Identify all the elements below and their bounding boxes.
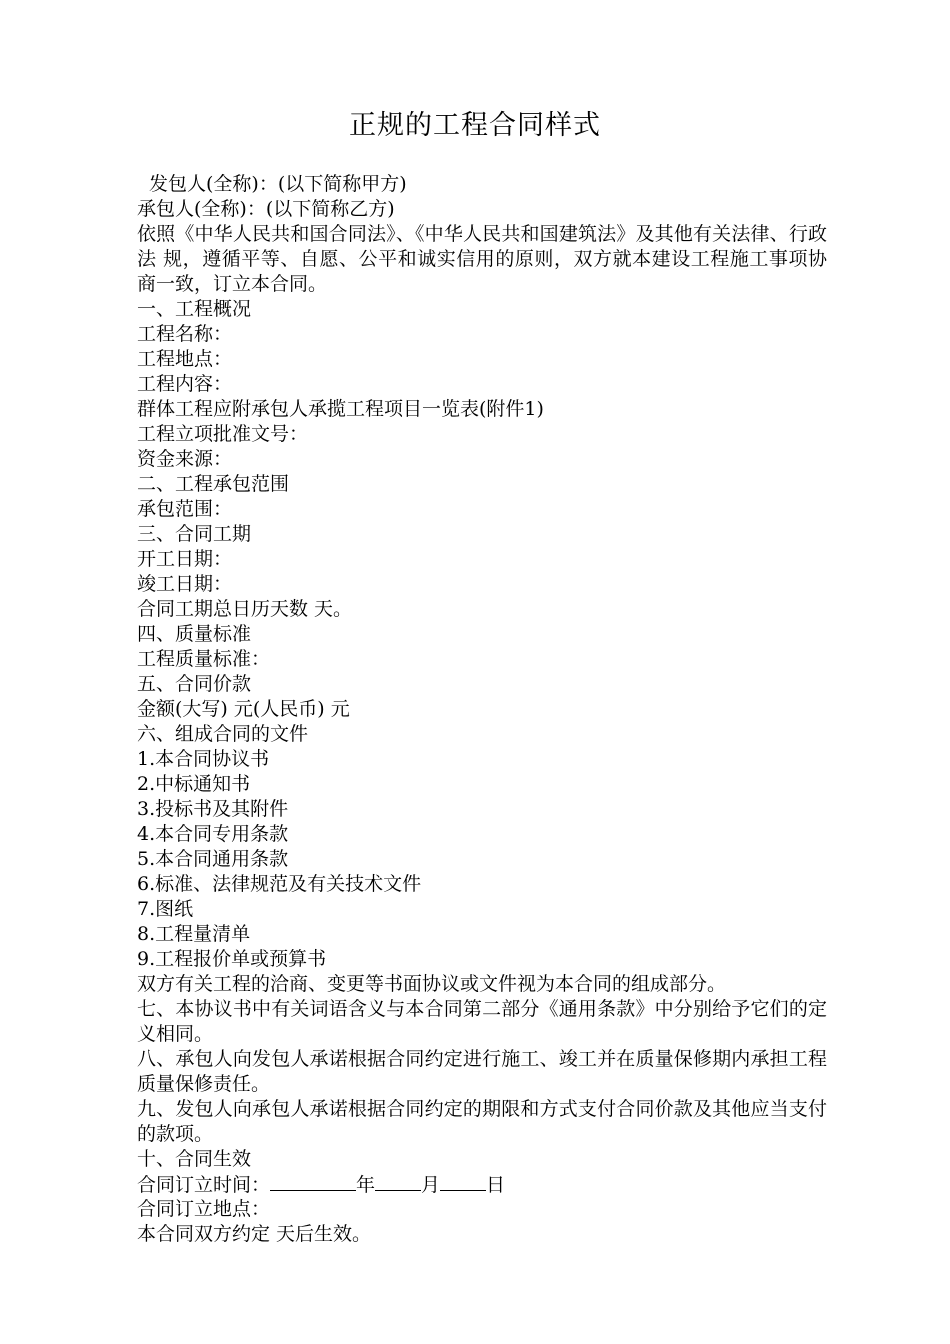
section-7-paragraph: 七、本协议书中有关词语含义与本合同第二部分《通用条款》中分别给予它们的定义相同。: [137, 998, 827, 1045]
project-name-line: 工程名称：: [137, 323, 233, 345]
day-blank: [440, 1172, 486, 1191]
scope-line: 承包范围：: [137, 498, 233, 520]
group-project-line: 群体工程应附承包人承揽工程项目一览表(附件1): [137, 398, 544, 420]
list-item: 2.中标通知书: [137, 773, 251, 795]
list-item: 1.本合同协议书: [137, 748, 270, 770]
document-body: [137, 172, 827, 1247]
completion-date-line: 竣工日期：: [137, 573, 233, 595]
quality-standard-line: 工程质量标准：: [137, 648, 271, 670]
section-3-heading: 三、合同工期: [137, 523, 252, 545]
documents-note-line: 双方有关工程的洽商、变更等书面协议或文件视为本合同的组成部分。: [137, 973, 727, 995]
party-a-line: 发包人(全称)：(以下简称甲方): [149, 173, 407, 195]
list-item: 9.工程报价单或预算书: [137, 948, 327, 970]
year-label: 年: [356, 1174, 376, 1196]
month-label: 月: [421, 1174, 441, 1196]
party-b-line: 承包人(全称)：(以下简称乙方): [137, 198, 395, 220]
project-content-line: 工程内容：: [137, 373, 233, 395]
month-blank: [375, 1172, 421, 1191]
day-label: 日: [486, 1174, 506, 1196]
start-date-line: 开工日期：: [137, 548, 233, 570]
section-6-heading: 六、组成合同的文件: [137, 723, 309, 745]
list-item: 6.标准、法律规范及有关技术文件: [137, 873, 422, 895]
section-10-heading: 十、合同生效: [137, 1148, 252, 1170]
list-item: 8.工程量清单: [137, 923, 251, 945]
section-9-paragraph: 九、发包人向承包人承诺根据合同约定的期限和方式支付合同价款及其他应当支付的款项。: [137, 1098, 827, 1145]
section-4-heading: 四、质量标准: [137, 623, 252, 645]
approval-number-line: 工程立项批准文号：: [137, 423, 309, 445]
list-item: 4.本合同专用条款: [137, 823, 289, 845]
total-days-line: 合同工期总日历天数 天。: [137, 598, 353, 620]
preamble-paragraph: 依照《中华人民共和国合同法》、《中华人民共和国建筑法》及其他有关法律、行政法 规，遵循平等、自愿、公平和诚实信用的原则，双方就本建设工程施工事项协商一致，订立本合同。: [137, 223, 827, 295]
section-1-heading: 一、工程概况: [137, 298, 252, 320]
contract-amount-line: 金额(大写) 元(人民币) 元: [137, 698, 350, 720]
signing-time-label: 合同订立时间：: [137, 1174, 271, 1196]
list-item: 7.图纸: [137, 898, 194, 920]
section-8-paragraph: 八、承包人向发包人承诺根据合同约定进行施工、竣工并在质量保修期内承担工程质量保修责任。: [137, 1048, 827, 1095]
project-location-line: 工程地点：: [137, 348, 233, 370]
funding-source-line: 资金来源：: [137, 448, 233, 470]
list-item: 3.投标书及其附件: [137, 798, 289, 820]
signing-time-line: [137, 1172, 827, 1197]
list-item: 5.本合同通用条款: [137, 848, 289, 870]
signing-place-line: 合同订立地点：: [137, 1198, 271, 1220]
year-blank: [270, 1172, 356, 1191]
section-5-heading: 五、合同价款: [137, 673, 252, 695]
effective-line: 本合同双方约定 天后生效。: [137, 1223, 372, 1245]
section-2-heading: 二、工程承包范围: [137, 473, 290, 495]
document-title: 正规的工程合同样式: [349, 110, 601, 141]
